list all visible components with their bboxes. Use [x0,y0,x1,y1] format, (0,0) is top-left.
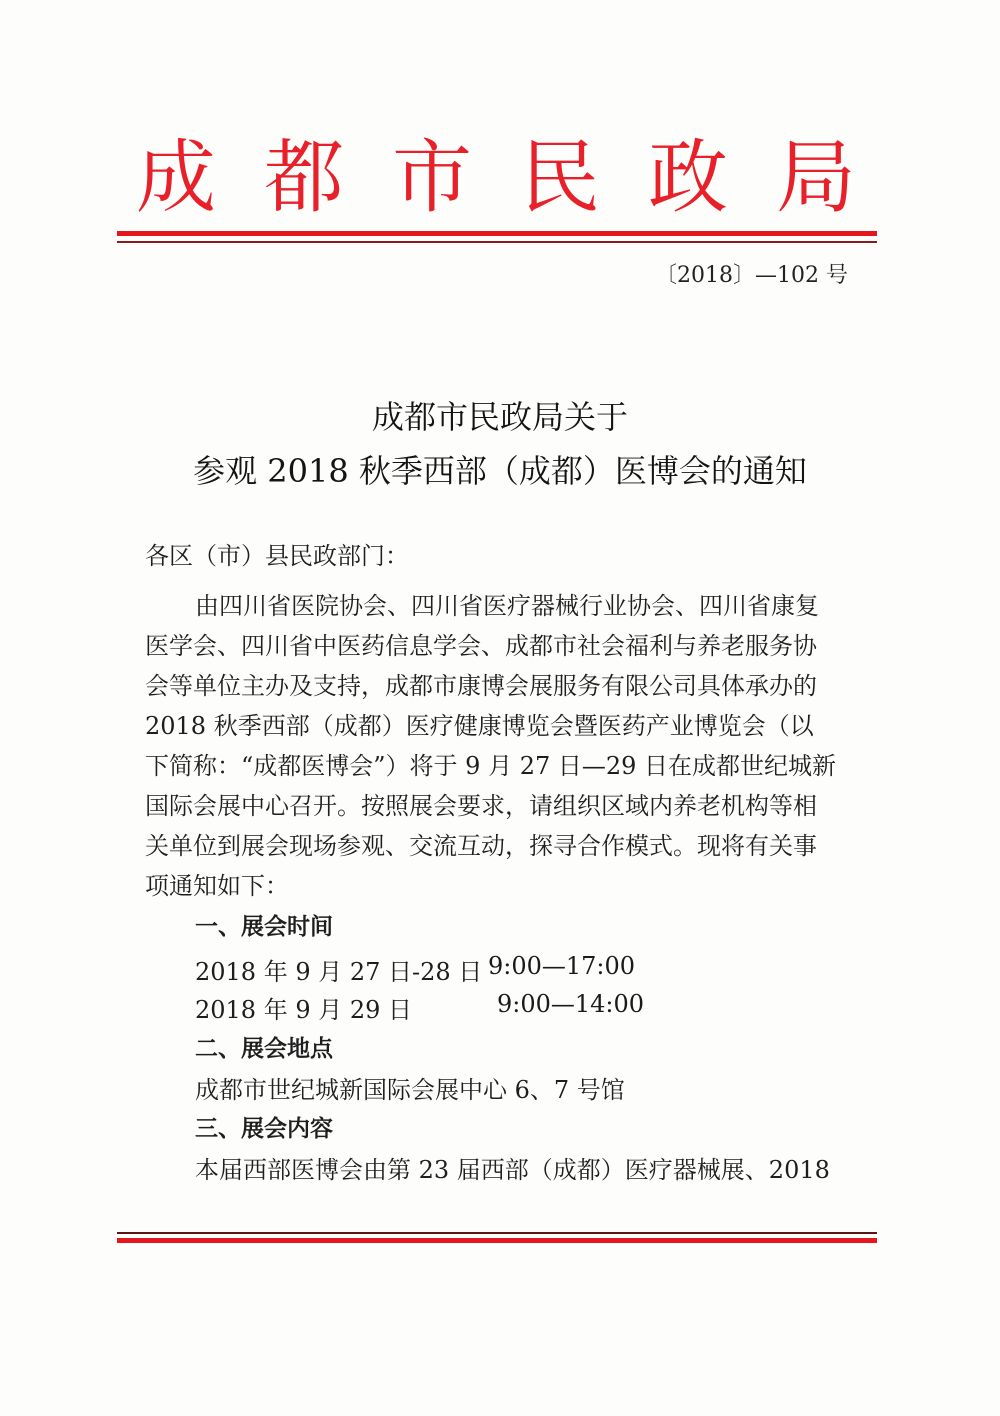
location-text: 成都市世纪城新国际会展中心 6、7 号馆 [195,1076,625,1104]
paragraph-line: 2018 秋季西部（成都）医疗健康博览会暨医药产业博览会（以 [145,712,814,740]
document-title-line-1: 成都市民政局关于 [371,398,628,436]
letterhead-rule-thick [117,231,877,236]
footer-rule-thin [117,1232,877,1234]
section-heading-time: 一、展会时间 [195,914,333,940]
paragraph-line: 国际会展中心召开。按照展会要求，请组织区域内养老机构等相 [145,792,817,820]
section-heading-content: 三、展会内容 [195,1116,333,1142]
content-text: 本届西部医博会由第 23 届西部（成都）医疗器械展、2018 [195,1156,830,1184]
document-number: 〔2018〕—102 号 [655,263,848,288]
document-title-line-2: 参观 2018 秋季西部（成都）医博会的通知 [193,452,807,490]
paragraph-line: 关单位到展会现场参观、交流互动，探寻合作模式。现将有关事 [145,832,817,860]
letterhead-title: 成都市民政局 [136,131,904,224]
schedule-time: 9:00—17:00 [488,952,636,980]
paragraph-line: 项通知如下： [145,872,289,900]
paragraph-line: 医学会、四川省中医药信息学会、成都市社会福利与养老服务协 [145,632,817,660]
footer-rule-thick [117,1238,877,1243]
paragraph-line: 由四川省医院协会、四川省医疗器械行业协会、四川省康复 [195,592,819,620]
schedule-time: 9:00—14:00 [497,990,645,1018]
paragraph-line: 会等单位主办及支持，成都市康博会展服务有限公司具体承办的 [145,672,817,700]
salutation: 各区（市）县民政部门： [145,542,409,570]
letterhead-rule-thin [117,241,877,243]
section-heading-location: 二、展会地点 [195,1036,333,1062]
schedule-date: 2018 年 9 月 27 日-28 日 [195,958,483,986]
schedule-date: 2018 年 9 月 29 日 [195,996,413,1024]
paragraph-line: 下简称：“成都医博会”）将于 9 月 27 日—29 日在成都世纪城新 [145,752,837,780]
